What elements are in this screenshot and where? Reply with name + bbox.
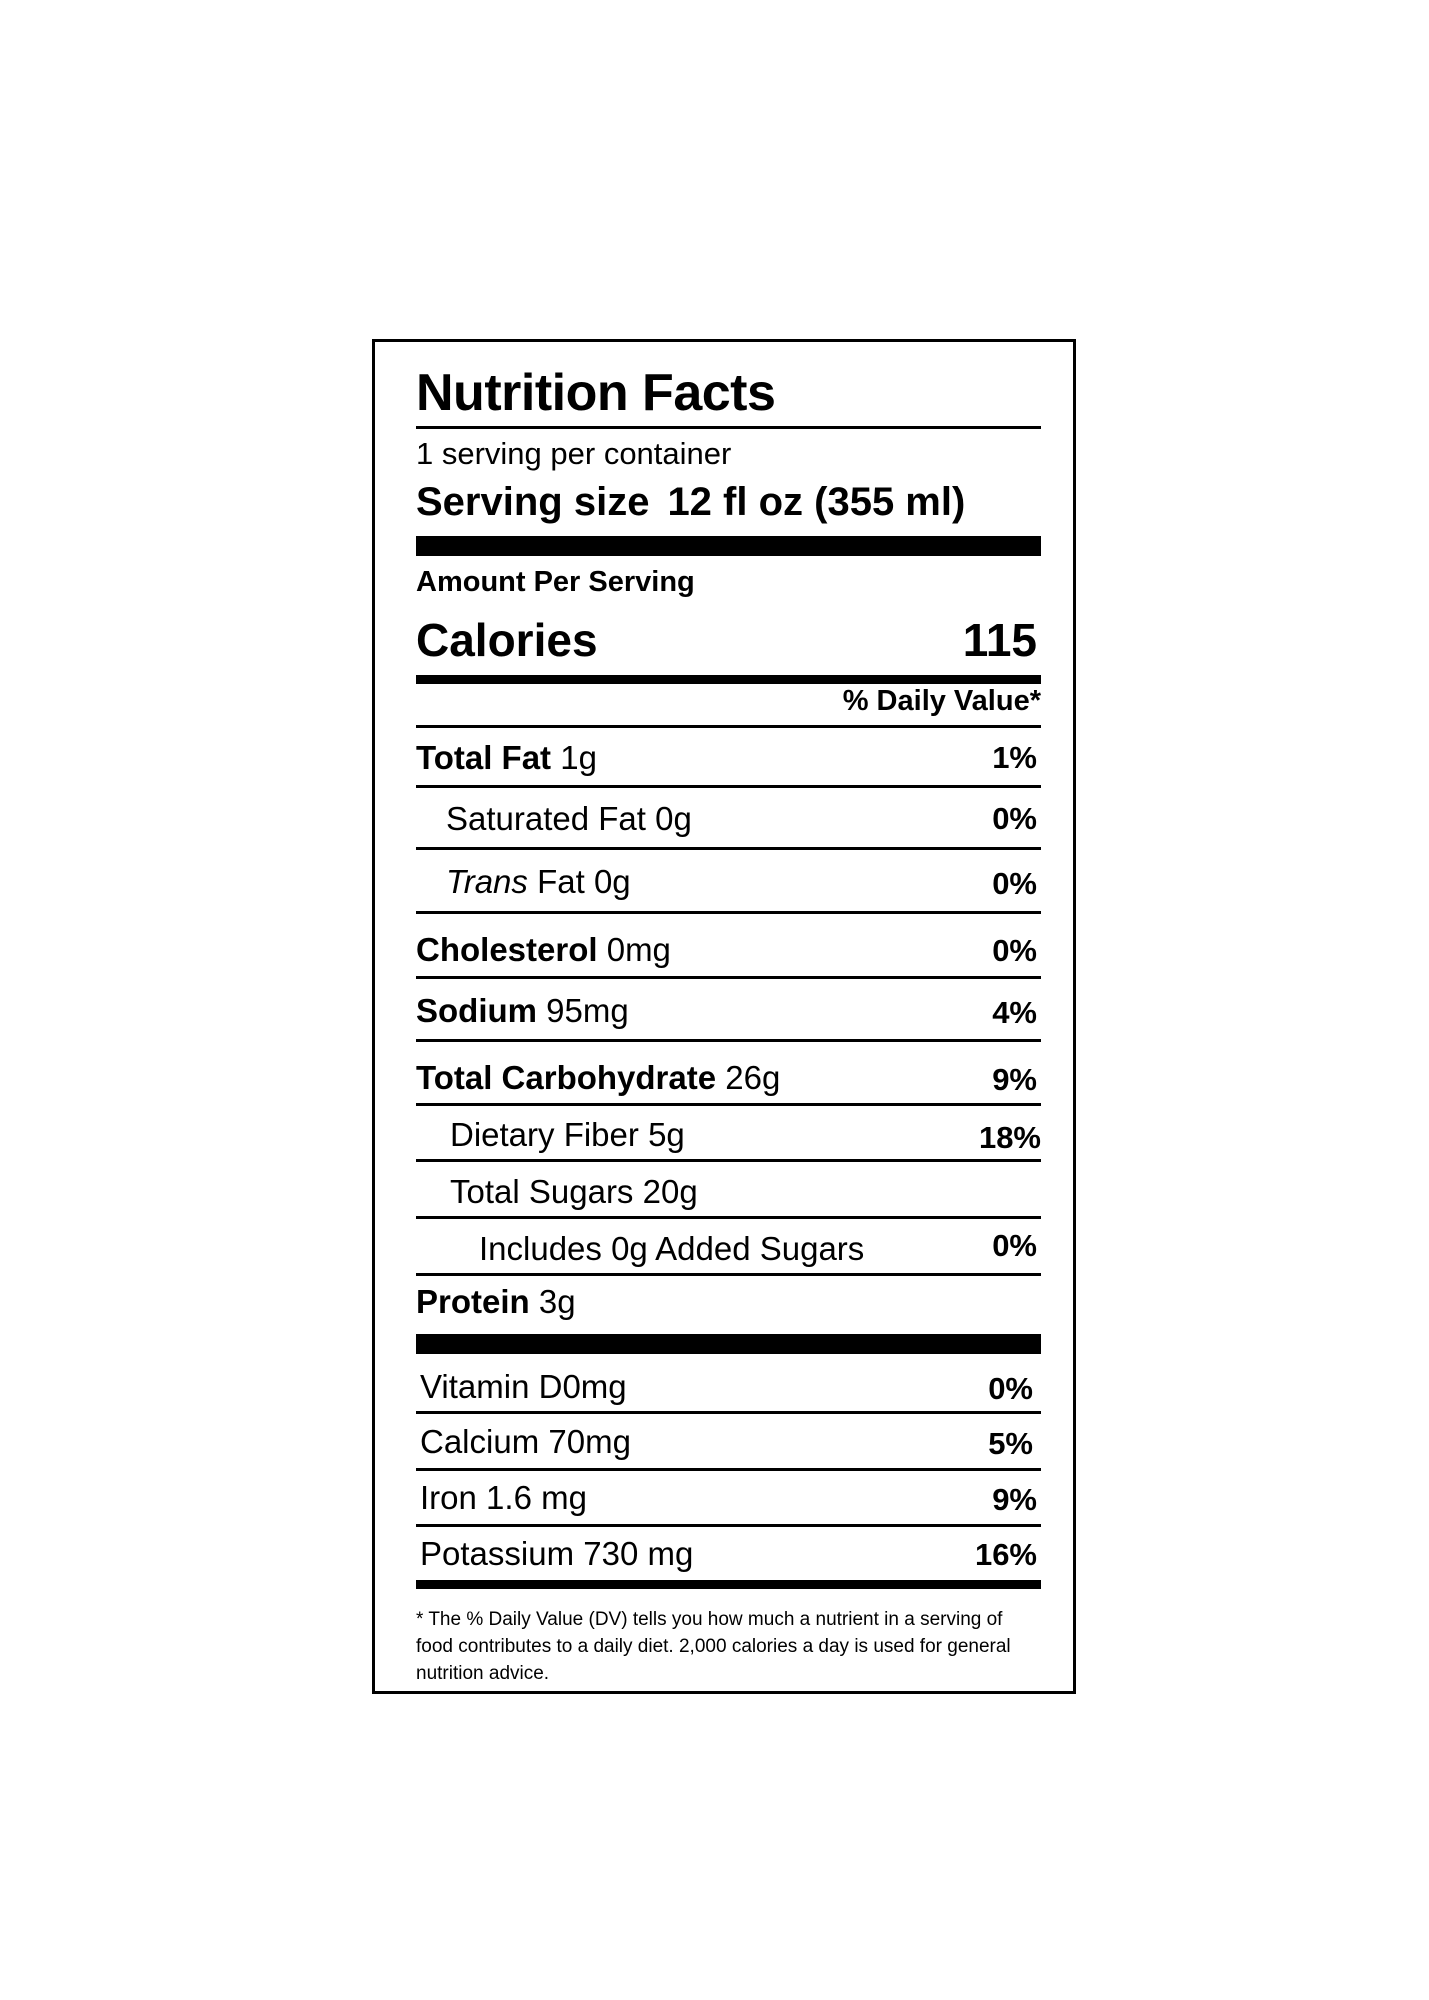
vitamin-name: Calcium — [420, 1423, 540, 1460]
divider-thin — [416, 1103, 1041, 1106]
nutrient-dv: 0% — [992, 933, 1037, 968]
vitamin-amount: 0mg — [562, 1368, 627, 1405]
divider-thin — [416, 1524, 1041, 1527]
nutrient-dv: 0% — [992, 801, 1037, 836]
nutrient-row-protein — [416, 1285, 576, 1318]
serving-size-label: Serving size — [416, 480, 650, 524]
calories-value: 115 — [962, 614, 1037, 666]
divider-medium — [416, 1580, 1041, 1589]
divider-thin — [416, 1411, 1041, 1414]
nutrient-amount: 5g — [648, 1116, 685, 1153]
divider-thin — [416, 1468, 1041, 1471]
nutrient-amount: 0mg — [606, 931, 671, 968]
nutrient-dv: 18% — [978, 1120, 1041, 1155]
nutrient-amount: 26g — [725, 1059, 781, 1096]
nutrient-row-added-sugars — [479, 1232, 864, 1265]
divider-thin — [416, 1159, 1041, 1162]
nutrient-dv: 0% — [992, 866, 1037, 901]
nutrient-row-cholesterol — [416, 933, 671, 966]
nutrient-row-total-carbohydrate — [416, 1061, 780, 1094]
nutrient-name: Sodium — [416, 992, 537, 1029]
nutrient-name: Trans — [446, 863, 528, 900]
nutrient-dv: 0% — [992, 1228, 1037, 1263]
nutrient-name: Cholesterol — [416, 931, 598, 968]
vitamin-name: Vitamin D — [420, 1368, 563, 1405]
divider-thin — [416, 1216, 1041, 1219]
label-content — [416, 342, 1041, 1691]
vitamin-amount: 730 mg — [583, 1535, 694, 1572]
nutrient-name: Includes 0g Added Sugars — [479, 1230, 865, 1267]
calories-label: Calories — [416, 614, 598, 666]
divider-thin — [416, 976, 1041, 979]
label-title: Nutrition Facts — [416, 364, 776, 422]
vitamin-dv: 5% — [988, 1426, 1033, 1461]
footnote: * The % Daily Value (DV) tells you how much a nutrient in a serving of food contributes to a daily diet. 2,000 calories a day is used for general nutrition advice. — [416, 1609, 1011, 1684]
serving-size-value: 12 fl oz (355 ml) — [667, 480, 966, 524]
vitamin-row-potassium — [420, 1537, 693, 1570]
nutrient-name-suffix: Fat — [527, 863, 585, 900]
nutrient-name: Protein — [416, 1283, 530, 1320]
nutrient-dv: 4% — [992, 995, 1037, 1030]
divider-thin — [416, 1273, 1041, 1276]
nutrient-amount: 1g — [560, 739, 597, 776]
vitamin-amount: 1.6 mg — [486, 1479, 587, 1516]
servings-per-container: 1 serving per container — [416, 436, 732, 471]
divider-thin — [416, 725, 1041, 728]
vitamin-name: Potassium — [420, 1535, 575, 1572]
nutrient-row-trans-fat — [446, 865, 631, 898]
nutrient-dv: 1% — [992, 740, 1037, 775]
nutrient-amount: 0g — [593, 863, 631, 900]
divider-medium — [416, 675, 1041, 684]
nutrient-name: Total Fat — [416, 739, 552, 776]
vitamin-dv: 9% — [992, 1482, 1037, 1517]
nutrient-amount: 20g — [642, 1173, 698, 1210]
vitamin-row-calcium — [420, 1425, 631, 1458]
nutrient-row-dietary-fiber — [450, 1118, 685, 1151]
nutrient-row-total-fat — [416, 741, 597, 774]
divider-thick — [416, 1334, 1041, 1354]
nutrient-amount: 0g — [655, 800, 692, 837]
nutrient-row-total-sugars — [450, 1175, 698, 1208]
vitamin-dv: 16% — [974, 1537, 1037, 1572]
divider-thin — [416, 911, 1041, 914]
nutrient-dv: 9% — [992, 1062, 1037, 1097]
vitamin-row-vitamin-d — [420, 1370, 627, 1403]
nutrient-amount: 95mg — [546, 992, 629, 1029]
vitamin-dv: 0% — [988, 1371, 1033, 1406]
nutrient-row-saturated-fat — [446, 802, 692, 835]
nutrient-row-sodium — [416, 994, 629, 1027]
divider-thin — [416, 426, 1041, 429]
nutrition-facts-label — [372, 339, 1076, 1694]
nutrient-name: Dietary Fiber — [450, 1116, 639, 1153]
divider-thin — [416, 847, 1041, 850]
vitamin-row-iron — [420, 1481, 587, 1514]
nutrient-amount: 3g — [538, 1283, 576, 1320]
divider-thin — [416, 785, 1041, 788]
divider-thick — [416, 536, 1041, 556]
serving-size-row — [416, 482, 965, 522]
divider-thin — [416, 1039, 1041, 1042]
nutrient-name: Total Sugars — [450, 1173, 634, 1210]
daily-value-header: % Daily Value* — [842, 685, 1041, 717]
vitamin-name: Iron — [420, 1479, 477, 1516]
amount-per-serving: Amount Per Serving — [416, 566, 695, 598]
nutrient-name: Saturated Fat — [446, 800, 646, 837]
vitamin-amount: 70mg — [548, 1423, 631, 1460]
nutrient-name: Total Carbohydrate — [416, 1059, 717, 1096]
